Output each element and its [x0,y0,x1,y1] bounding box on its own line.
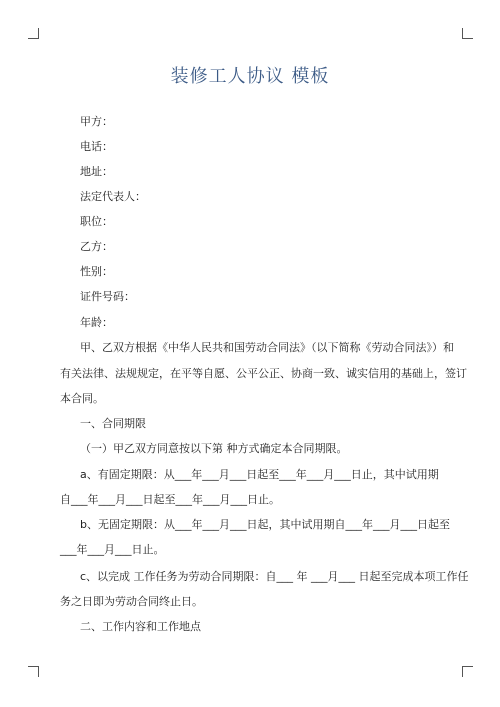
crop-mark-bottom-right [462,666,473,677]
document-title: 装修工人协议 模板 [170,66,330,87]
paragraph-line: 甲、乙双方根据《中华人民共和国劳动合同法》（以下简称《劳动合同法》）和 [80,341,454,354]
paragraph-line: 有关法律、法规规定，在平等自愿、公平公正、协商一致、诚实信用的基础上，签订 [60,367,467,380]
subsection-heading: （一）甲乙双方同意按以下第 种方式确定本合同期限。 [80,442,348,455]
field-phone: 电话： [80,140,113,153]
item-a-line: a、有固定期限：从___年___月___日起至___年___月___日止，其中试用期 [80,468,439,481]
field-position: 职位： [80,215,113,228]
field-age: 年龄： [80,316,113,329]
item-b-line: ___年___月___日止。 [60,543,165,556]
crop-mark-top-left [28,28,39,39]
field-party-a: 甲方： [80,115,113,128]
item-c-line: 务之日即为劳动合同终止日。 [60,595,203,608]
paragraph-line: 本合同。 [60,392,104,405]
item-a-line: 自___年___月___日起至___年___月___日止。 [60,493,280,506]
section-heading-2: 二、工作内容和工作地点 [80,620,201,633]
crop-mark-top-right [462,28,473,39]
crop-mark-bottom-left [28,666,39,677]
item-c-line: c、以完成 工作任务为劳动合同期限：自___ 年 ___月___ 日起至完成本项工作任 [80,570,469,583]
field-party-b: 乙方： [80,240,113,253]
item-b-line: b、无固定期限：从___年___月___日起，其中试用期自___年___月___日起至 [80,518,450,531]
field-legal-rep: 法定代表人： [80,190,146,203]
section-heading-1: 一、合同期限 [80,417,146,430]
field-id-number: 证件号码： [80,290,135,303]
field-gender: 性别： [80,265,113,278]
field-address: 地址： [80,165,113,178]
